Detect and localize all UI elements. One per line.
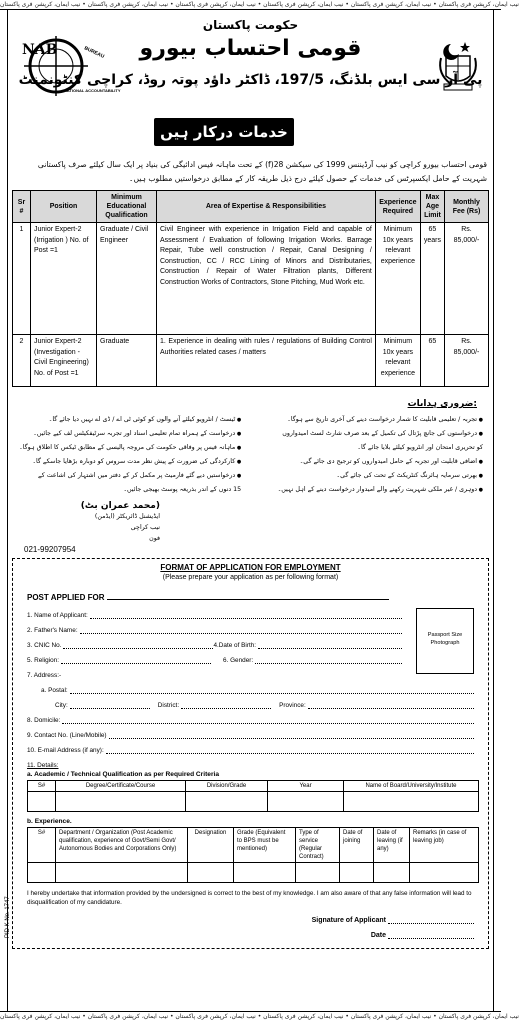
instructions-left [18,413,241,497]
cell-position: Junior Expert-2 (Irrigation ) No. of Post =1 [31,223,97,335]
field-label: a. Postal: [41,687,68,694]
table-row [28,792,479,812]
instructions-right [260,413,483,497]
nab-logo-text: NAB [22,42,58,58]
field-label: 3. CNIC No. [27,642,62,649]
col-header: Sr # [13,191,31,223]
phone-number: 021-99207954 [24,545,76,554]
cell-sr: 2 [13,335,31,387]
col-header: Area of Expertise & Responsibilities [157,191,376,223]
col-header: Experience Required [375,191,420,223]
col-header: S# [28,781,56,792]
signatory-block [40,501,160,544]
photo-box: Passport Size Photograph [416,608,474,674]
field-label: 6. Gender: [222,657,254,664]
instruction-item: 15 دنوں کے اندر بذریعہ پوسٹ بھیجی جائیں۔ [123,486,242,493]
nab-logo-ring: NATIONAL ACCOUNTABILITY [64,88,121,93]
instructions-title: ضروری ہدایات: [407,399,477,409]
field-label: 1. Name of Applicant: [27,612,88,619]
field-line [258,642,402,649]
field-label: 10. E-mail Address (if any): [27,747,104,754]
field-line [109,732,474,739]
instruction-item: ● درخواست کے ہمراہ تمام تعلیمی اسناد اور تجربہ سرٹیفکیٹس لف کیے جائیں۔ [18,427,241,441]
academic-section-title: a. Academic / Technical Qualification as per Required Criteria [27,771,220,778]
application-form [5,558,489,949]
intro-paragraph: قومی احتساب بیورو کراچی کو نیب آرڈیننس 1999 کی سیکشن 28(f) کے تحت ماہانہ فیس ادائیگی کی بنیاد پر ایک سال کیلئے صرف پاکستانی شہریت کے حامل ایکسپرٹس کی خدمات کے حصول کیلئے درج ذیل طریقہ کار کے مطابق درخواستیں مطلوب ہیں۔ [37,160,487,183]
col-header: Department / Organization (Post Academic qualification, experience of Govt/Semi Govt/ Autonomous Bodies and Corporations Only) [56,828,188,863]
form-subtitle: (Please prepare your application as per following format) [162,574,339,581]
ad-header [12,14,489,154]
col-header: Minimum Educational Qualification [97,191,157,223]
col-header: Name of Board/University/Institute [344,781,479,792]
field-line [255,657,402,664]
cell-position: Junior Expert-2 (Investigation - Civil Engineering) No. of Post =1 [31,335,97,387]
cell-fee: Rs. 85,000/- [445,223,489,335]
bureau-name: قومی احتساب بیورو [139,36,362,61]
signatory-org: نیب کراچی [130,524,160,531]
date-label: Date [370,932,386,939]
field-line [61,657,211,664]
field-label: 9. Contact No. (Line/Mobile) [27,732,107,739]
signatory-title: ایڈیشنل ڈائریکٹر (ایڈمن) [94,513,160,520]
pid-number: PID K No. 1747 [5,896,11,938]
phone-label: فون [149,535,160,542]
col-header: Degree/Certificate/Course [56,781,186,792]
cell-fee: Rs. 85,000/- [445,335,489,387]
field-line [90,612,402,619]
post-applied-line [107,599,389,600]
field-line [63,642,213,649]
field-line [70,702,150,709]
undertaking-text: I hereby undertake that information provided by the undersigned is correct to the best of my knowledge. I am also aware of that any false information will lead to disqualification of my candidature. [27,890,472,906]
table-row [13,223,489,335]
col-header: Designation [188,828,234,863]
cell-experience: Minimum 10x years relevant experience [375,223,420,335]
border-right [493,10,501,1011]
cell-experience: Minimum 10x years relevant experience [375,335,420,387]
field-line [106,747,474,754]
border-left [0,10,8,1011]
services-required-banner: خدمات درکار ہیں [154,118,294,146]
experience-section-title: b. Experience. [27,818,72,825]
cell-age: 65 [420,335,444,387]
instruction-item: ● ٹیسٹ / انٹرویو کیلئے آنے والوں کو کوئی ٹی اے / ڈی اے نہیں دیا جائے گا۔ [18,413,241,427]
instruction-item: ● دوہری / غیر ملکی شہریت رکھنے والے امیدوار درخواست دینے کے اہل نہیں۔ [260,483,483,497]
col-header: Date of joining [340,828,374,863]
signatory-name: (محمد عمران بٹ) [80,501,160,511]
signature-label: Signature of Applicant [311,917,386,924]
cell-sr: 1 [13,223,31,335]
post-applied-label: POST APPLIED FOR [27,593,105,602]
instruction-item: ● تجربہ / تعلیمی قابلیت کا شمار درخواست دینے کی آخری تاریخ سے ہوگا۔ [260,413,483,427]
instructions [12,413,489,497]
instruction-item: کو تحریری امتحان اور انٹرویو کیلئے بلایا جائے گا۔ [357,444,483,451]
instruction-item: ● درخواستوں کی جانچ پڑتال کی تکمیل کے بعد صرف شارٹ لسٹ امیدواروں [260,427,483,441]
advertisement [5,14,489,949]
field-label: 7. Address:- [27,672,62,679]
field-line [62,717,474,724]
table-row [28,828,479,863]
col-header: Max Age Limit [420,191,444,223]
jobs-table [12,190,489,387]
jobs-table-header [13,191,489,223]
form-fields [27,604,474,769]
table-row [28,863,479,883]
field-label: 8. Domicile: [27,717,61,724]
post-applied-for [27,593,474,602]
col-header: Remarks (in case of leaving job) [410,828,479,863]
instruction-item: ● کارکردگی کی ضرورت کے پیش نظر مدت سروس کو دوبارہ بڑھایا جاسکے گا۔ [18,455,241,469]
table-row [13,335,489,387]
table-row [28,781,479,792]
bureau-address: پی آر سی ایس بلڈنگ، 197/5، ڈاکٹر داؤد پوتہ روڈ، کراچی کنٹونمنٹ [18,72,483,88]
cell-qualification: Graduate / Civil Engineer [97,223,157,335]
field-line [181,702,271,709]
govt-label: حکومت پاکستان [202,18,299,32]
field-label: 5. Religion: [27,657,59,664]
field-line [80,627,402,634]
border-bottom: نیب ایمان، کرپشن فری پاکستان • نیب ایمان، کرپشن فری پاکستان • نیب ایمان، کرپشن فری پاکستان • نیب ایمان، کرپشن فری پاکستان • نیب ایمان، کرپشن فری پاکستان • نیب ایمان، کرپشن فری پاکستان [0,1013,519,1020]
col-header: S# [28,828,56,863]
instruction-item: ● اضافی قابلیت اور تجربہ کے حامل امیدواروں کو ترجیح دی جائے گی۔ [260,455,483,469]
cell-age: 65 years [420,223,444,335]
col-header: Monthly Fee (Rs) [445,191,489,223]
signature-row [27,917,474,924]
cell-expertise: 1. Experience in dealing with rules / regulations of Building Control Authorities related cases / matters [157,335,376,387]
cell-expertise: Civil Engineer with experience in Irrigation Field and capable of Assessment / Evaluation of following Irrigation Works. Barrage Repair, Tube well construction / Repair, Canal Designing / Construction, CC / RCC Lining of Minors and Distributaries, Construction / Repair of Water Filtration plants, Different Construction Works of Contractors, Stone Pitching, Mud Work etc. [157,223,376,335]
field-label: District: [157,702,180,709]
col-header: Grade (Equivalent to BPS must be mentioned) [234,828,296,863]
field-label: 11. Details: [27,762,59,769]
signature-line [388,917,474,924]
col-header: Year [268,781,344,792]
nab-logo-side: BUREAU [83,45,106,60]
field-label: 2. Father's Name: [27,627,78,634]
instruction-item: ● ماہانہ فیس پر وفاقی حکومت کی مروجہ پالیسی کے مطابق ٹیکس کا اطلاق ہوگا۔ [18,441,241,455]
field-label: City: [55,702,68,709]
field-label: Province: [279,702,306,709]
col-header: Type of service (Regular Contract) [296,828,340,863]
cell-qualification: Graduate [97,335,157,387]
form-title: FORMAT OF APPLICATION FOR EMPLOYMENT [160,563,341,572]
instruction-item: ● درخواستیں دیے گئے فارمیٹ پر مکمل کر کے دفتر میں اشتہار کی اشاعت کے [18,469,241,483]
academic-table [27,780,479,812]
date-row [27,932,474,939]
field-line [308,702,474,709]
field-label: 4.Date of Birth: [213,642,257,649]
col-header: Division/Grade [186,781,268,792]
instruction-item: ● بھرتی سرمایہ ہائرنگ کنٹریکٹ کے تحت کی جائے گی۔ [260,469,483,483]
col-header: Position [31,191,97,223]
border-top: نیب ایمان، کرپشن فری پاکستان • نیب ایمان، کرپشن فری پاکستان • نیب ایمان، کرپشن فری پاکستان • نیب ایمان، کرپشن فری پاکستان • نیب ایمان، کرپشن فری پاکستان • نیب ایمان، کرپشن فری پاکستان [0,1,519,8]
col-header: Date of leaving (if any) [374,828,410,863]
date-line [388,932,474,939]
experience-table [27,827,479,883]
field-line [70,687,474,694]
